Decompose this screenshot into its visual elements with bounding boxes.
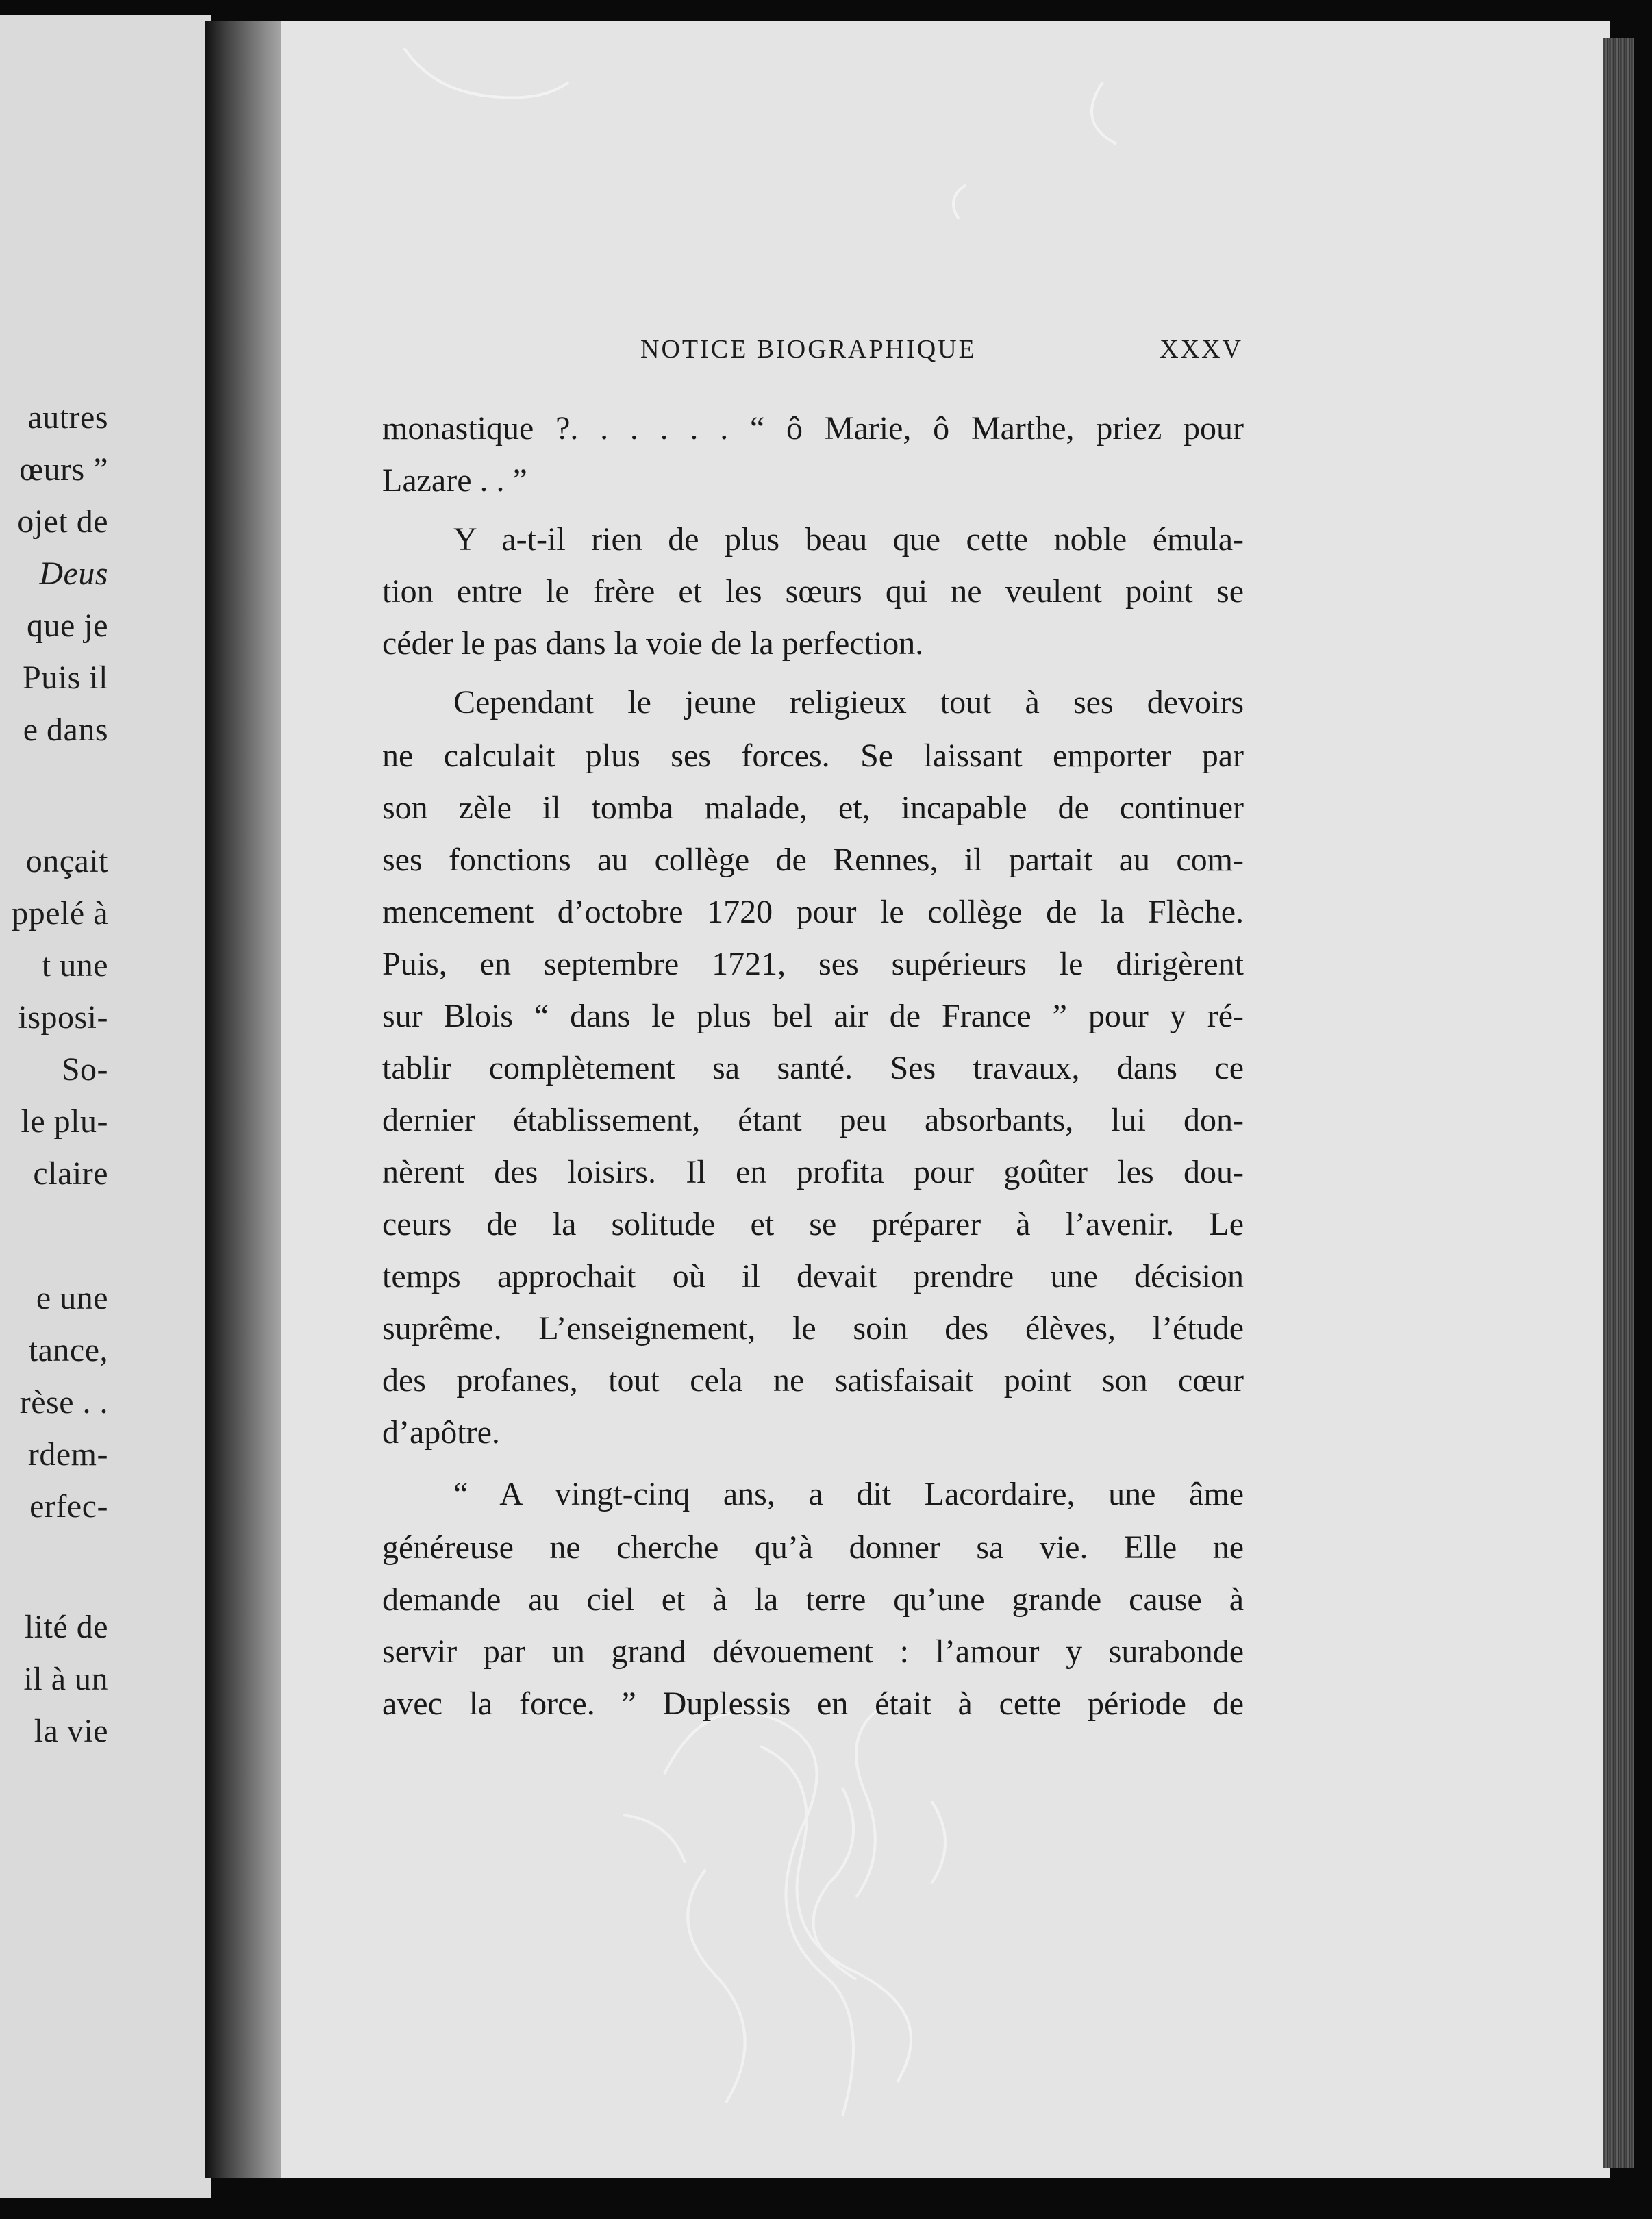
left-line: So- (61, 1051, 108, 1088)
left-line: que je (27, 607, 108, 644)
page-number: XXXV (1160, 335, 1243, 364)
left-line: Deus (39, 555, 108, 592)
left-line: Puis il (23, 660, 108, 696)
text-line: dernier établissement, étant peu absorbants, lui don- (382, 1102, 1244, 1138)
text-line: Cependant le jeune religieux tout à ses devoirs (453, 684, 1244, 720)
left-line: lité de (24, 1609, 108, 1645)
left-page (0, 15, 211, 2198)
left-line: rdem- (27, 1436, 108, 1472)
left-line: le plu- (21, 1103, 108, 1140)
left-line: onçait (25, 843, 108, 879)
text-line: tion entre le frère et les sœurs qui ne veulent point se (382, 573, 1244, 610)
text-line: son zèle il tomba malade, et, incapable de continuer (382, 790, 1244, 826)
text-line: suprême. L’enseignement, le soin des élèves, l’étude (382, 1310, 1244, 1346)
left-line: erfec- (29, 1488, 108, 1525)
left-line: ojet de (17, 503, 108, 540)
text-line: généreuse ne cherche qu’à donner sa vie. Elle ne (382, 1529, 1244, 1566)
text-line: d’apôtre. (382, 1414, 500, 1451)
running-head (640, 334, 1243, 364)
text-line: Y a-t-il rien de plus beau que cette noble émula- (453, 521, 1244, 557)
text-line: ne calculait plus ses forces. Se laissant emporter par (382, 738, 1244, 774)
left-line: t une (41, 947, 108, 983)
running-head-title: NOTICE BIOGRAPHIQUE (640, 335, 977, 364)
book-gutter-shadow (205, 21, 282, 2178)
text-line: demande au ciel et à la terre qu’une grande cause à (382, 1581, 1244, 1618)
text-line: temps approchait où il devait prendre une décision (382, 1258, 1244, 1294)
text-line: avec la force. ” Duplessis en était à cette période de (382, 1685, 1244, 1722)
text-line: ses fonctions au collège de Rennes, il partait au com- (382, 842, 1244, 878)
left-line: e dans (23, 712, 108, 748)
left-line: il à un (23, 1661, 108, 1697)
left-line: tance, (28, 1332, 108, 1368)
text-line: “ A vingt-cinq ans, a dit Lacordaire, une âme (453, 1476, 1244, 1512)
text-line: tablir complètement sa santé. Ses travaux, dans ce (382, 1050, 1244, 1086)
left-line: la vie (34, 1713, 108, 1749)
text-line: monastique ?. . . . . . “ ô Marie, ô Marthe, priez pour (382, 410, 1244, 447)
text-line: nèrent des loisirs. Il en profita pour goûter les dou- (382, 1154, 1244, 1190)
left-line: autres (27, 399, 108, 436)
left-line: œurs ” (19, 451, 108, 488)
text-line: céder le pas dans la voie de la perfection. (382, 625, 924, 662)
text-line: servir par un grand dévouement : l’amour y surabonde (382, 1633, 1244, 1670)
left-line: ppelé à (12, 895, 108, 931)
text-line: Lazare . . ” (382, 462, 527, 499)
text-line: ceurs de la solitude et se préparer à l’avenir. Le (382, 1206, 1244, 1242)
left-line: claire (33, 1155, 108, 1192)
text-line: Puis, en septembre 1721, ses supérieurs le dirigèrent (382, 946, 1244, 982)
text-line: mencement d’octobre 1720 pour le collège de la Flèche. (382, 894, 1244, 930)
text-line: des profanes, tout cela ne satisfaisait point son cœur (382, 1362, 1244, 1399)
left-line: e une (36, 1280, 108, 1316)
left-line: isposi- (18, 999, 108, 1036)
left-line: rèse . . (19, 1384, 108, 1420)
text-line: sur Blois “ dans le plus bel air de France ” pour y ré- (382, 998, 1244, 1034)
